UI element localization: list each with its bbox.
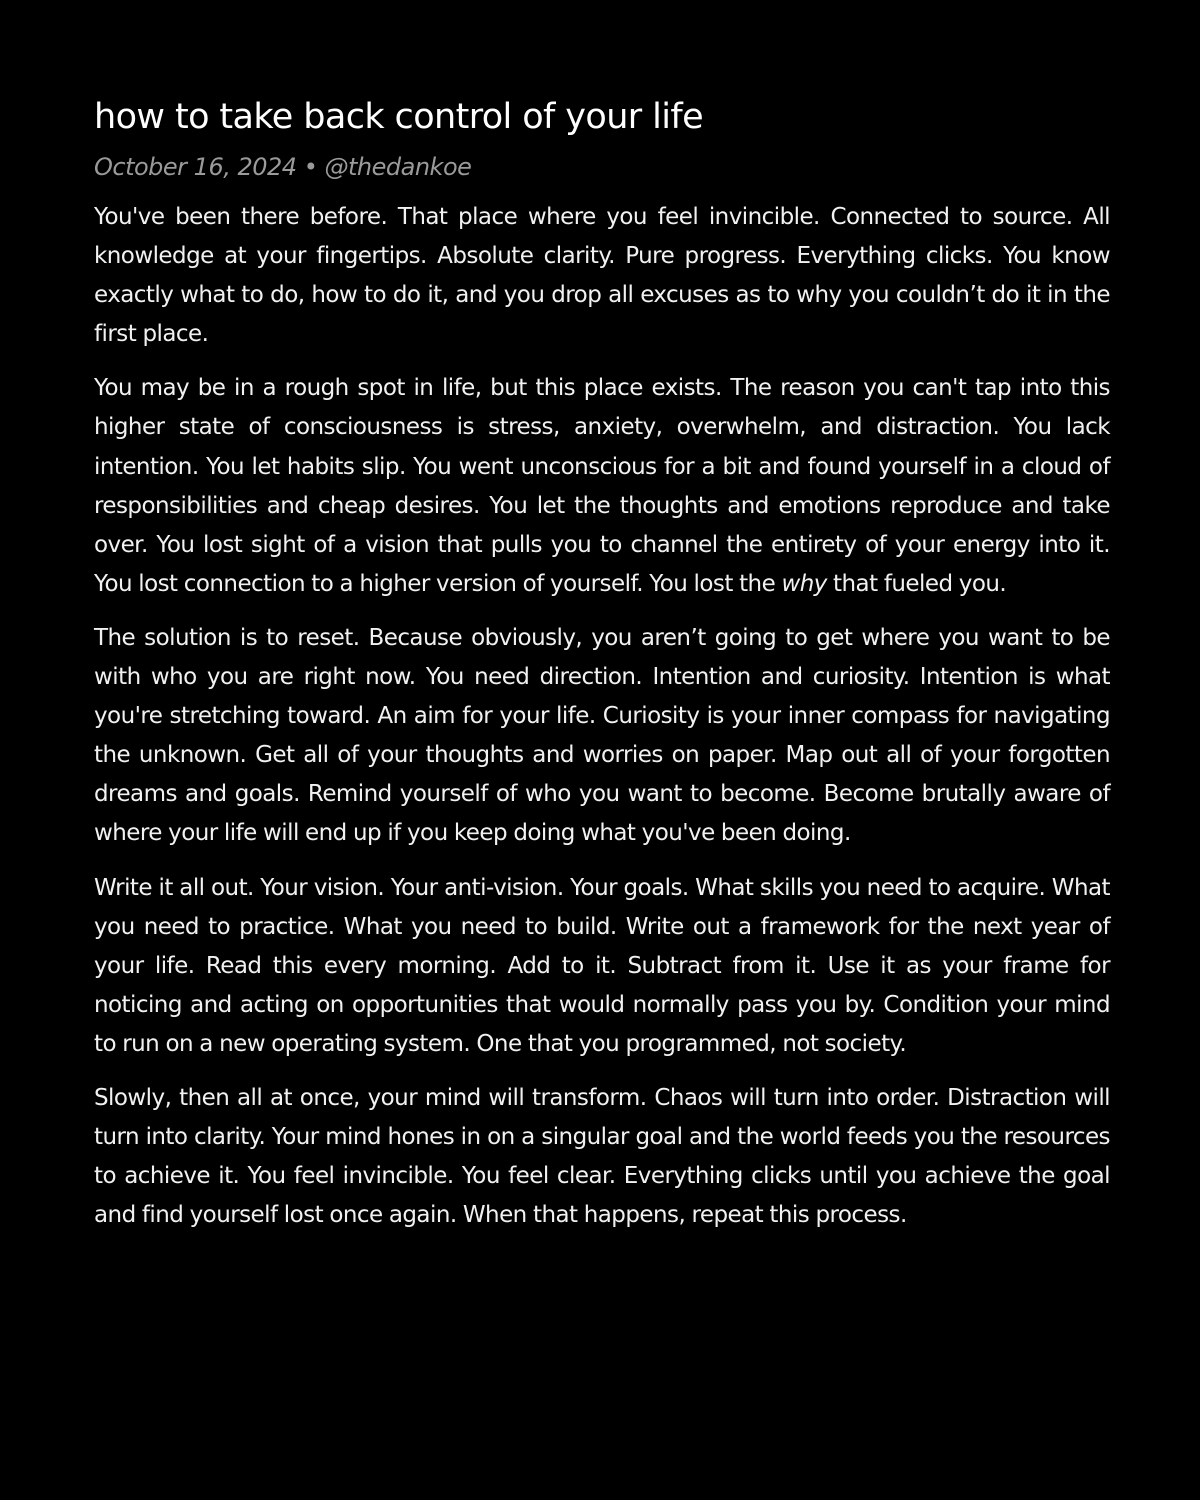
article-date: October 16, 2024 bbox=[94, 153, 297, 181]
paragraph-5: Slowly, then all at once, your mind will transform. Chaos will turn into order. Distraction will turn into clarity. Your mind hones in on a singular goal and the world feeds you the resources to achieve it. You feel invincible. You feel clear. Everything clicks until you achieve the goal and find yourself lost once again. When that happens, repeat this process. bbox=[94, 1084, 1110, 1229]
article-meta bbox=[94, 150, 1110, 184]
paragraph-2 bbox=[94, 369, 1110, 604]
paragraph-2-text-before: You may be in a rough spot in life, but this place exists. The reason you can't tap into this higher state of consciousness is stress, anxiety, overwhelm, and distraction. You lack intention. You let habits slip. You went unconscious for a bit and found yourself in a cloud of responsibilities and cheap desires. You let the thoughts and emotions reproduce and take over. You lost sight of a vision that pulls you to channel the entirety of your energy into it. You lost connection to a higher version of yourself. You lost the bbox=[94, 375, 1110, 597]
paragraph-4: Write it all out. Your vision. Your anti-vision. Your goals. What skills you need to acquire. What you need to practice. What you need to build. Write out a framework for the next year of your life. Read this every morning. Add to it. Subtract from it. Use it as your frame for noticing and acting on opportunities that would normally pass you by. Condition your mind to run on a new operating system. One that you programmed, not society. bbox=[94, 874, 1110, 1057]
article-author: @thedankoe bbox=[324, 153, 472, 181]
meta-separator: • bbox=[303, 153, 325, 181]
paragraph-1: You've been there before. That place where you feel invincible. Connected to source. All knowledge at your fingertips. Absolute clarity. Pure progress. Everything clicks. You know exactly what to do, how to do it, and you drop all excuses as to why you couldn’t do it in the first place. bbox=[94, 204, 1110, 348]
article-title: how to take back control of your life bbox=[94, 97, 703, 137]
paragraph-2-text-after: that fueled you. bbox=[826, 570, 1007, 597]
paragraph-2-emphasis: why bbox=[781, 570, 827, 597]
paragraph-3: The solution is to reset. Because obviously, you aren’t going to get where you want to be with who you are right now. You need direction. Intention and curiosity. Intention is what you're stretching toward. An aim for your life. Curiosity is your inner compass for navigating the unknown. Get all of your thoughts and worries on paper. Map out all of your forgotten dreams and goals. Remind yourself of who you want to become. Become brutally aware of where your life will end up if you keep doing what you've been doing. bbox=[94, 624, 1110, 847]
